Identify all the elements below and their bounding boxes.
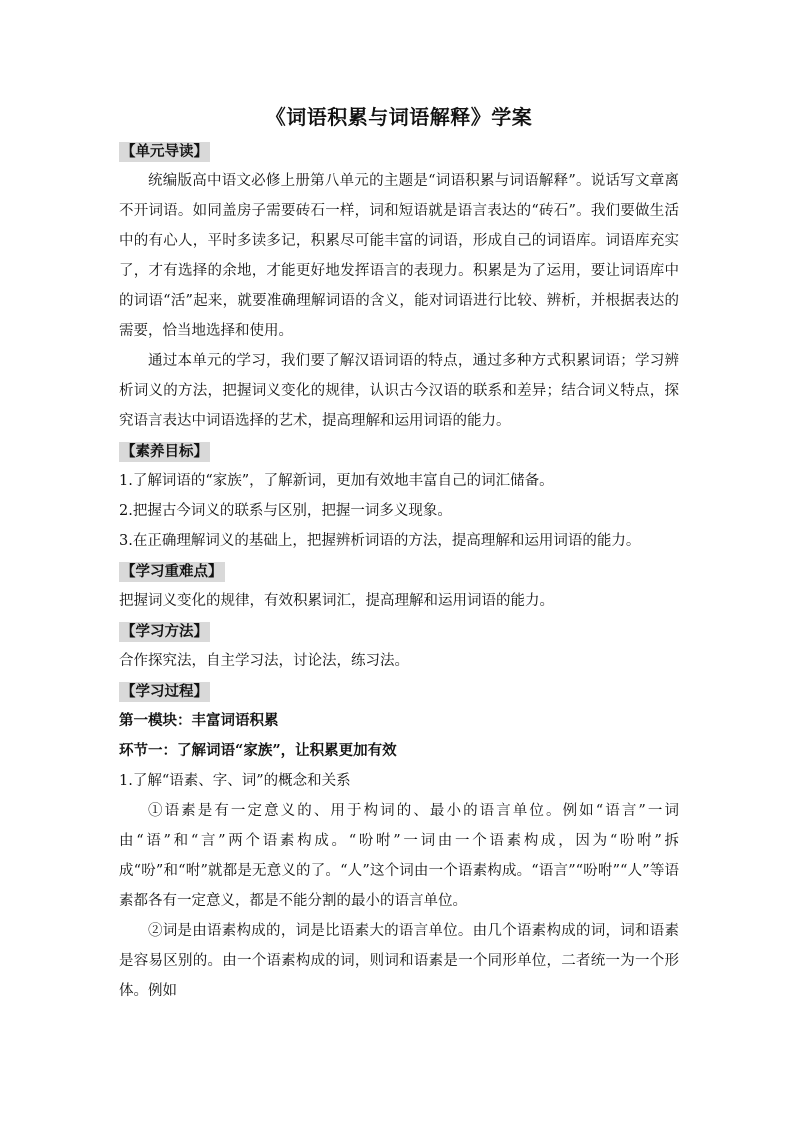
- goals-label-row: [119, 436, 679, 466]
- section-label-goals: 【素养目标】: [121, 443, 208, 460]
- section-label-unit-intro: 【单元导读】: [121, 143, 208, 160]
- goal-item-2: 2.把握古今词义的联系与区别，把握一词多义现象。: [119, 503, 452, 519]
- step-heading-1: 环节一：了解词语“家族”，让积累更加有效: [119, 742, 397, 759]
- intro-paragraph-2: 通过本单元的学习，我们要了解汉语词语的特点，通过多种方式积累词语；学习辨析词义的方法，把握词义变化的规律，认识古今汉语的联系和差异；结合词义特点，探究语言表达中词语选择的艺术，提高理解和运用词语的能力。: [119, 353, 679, 429]
- goal-item-1: 1.了解词语的“家族”，了解新词，更加有效地丰富自己的词汇储备。: [119, 473, 554, 489]
- section-label-key-points: 【学习重难点】: [121, 563, 223, 580]
- process-label-row: [119, 676, 679, 706]
- section-label-process: 【学习过程】: [121, 683, 208, 700]
- key-label-row: [119, 556, 679, 586]
- intro-paragraph-1: 统编版高中语文必修上册第八单元的主题是“词语积累与词语解释”。说话写文章离不开词语。如同盖房子需要砖石一样，词和短语就是语言表达的“砖石”。我们要做生活中的有心人，平时多读多记，积累尽可能丰富的词语，形成自己的词语库。词语库充实了，才有选择的余地，才能更好地发挥语言的表现力。积累是为了运用，要让词语库中的词语“活”起来，就要准确理解词语的含义，能对词语进行比较、辨析，并根据表达的需要，恰当地选择和使用。: [119, 173, 679, 339]
- methods-text: 合作探究法，自主学习法，讨论法，练习法。: [119, 653, 409, 669]
- goal-item-3: 3.在正确理解词义的基础上，把握辨析词语的方法，提高理解和运用词语的能力。: [119, 533, 641, 549]
- method-label-row: [119, 616, 679, 646]
- document-title: 《词语积累与词语解释》学案: [265, 105, 533, 129]
- key-points-text: 把握词义变化的规律，有效积累词汇，提高理解和运用词语的能力。: [119, 593, 554, 609]
- module-heading-1: 第一模块：丰富词语积累: [119, 712, 279, 729]
- intro-label-row: [119, 136, 679, 166]
- section-label-methods: 【学习方法】: [121, 623, 208, 640]
- item-1-paragraph-2: ②词是由语素构成的，词是比语素大的语言单位。由几个语素构成的词，词和语素是容易区别的。由一个语素构成的词，则词和语素是一个同形单位，二者统一为一个形体。例如: [119, 923, 679, 999]
- item-1-paragraph-1: ①语素是有一定意义的、用于构词的、最小的语言单位。例如“语言”一词由“语”和“言”两个语素构成。“吩咐”一词由一个语素构成，因为“吩咐”拆成“吩”和“咐”就都是无意义的了。“人”这个词由一个语素构成。“语言”“吩咐”“人”等语素都各有一定意义，都是不能分割的最小的语言单位。: [119, 803, 679, 909]
- document-page: [119, 98, 679, 1006]
- item-heading-1: 1.了解“语素、字、词”的概念和关系: [119, 773, 351, 789]
